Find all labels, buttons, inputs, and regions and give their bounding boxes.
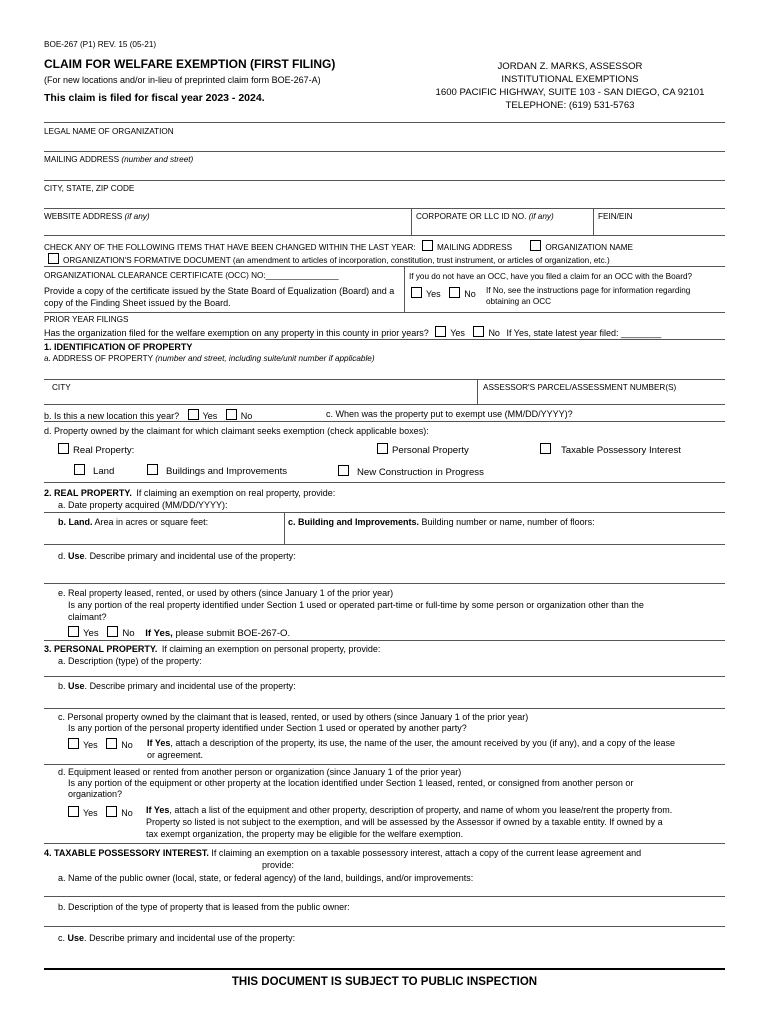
- formative-doc-label: ORGANIZATION'S FORMATIVE DOCUMENT (an amendment to articles of incorporation, constitution, trust instrument, or articles of organization, etc.): [63, 256, 610, 265]
- mailing-address-hint: (number and street): [121, 155, 194, 164]
- possessory-use-bold: Use: [67, 933, 85, 943]
- equipment-leased-line2: Is any portion of the equipment or other property at the location identified under Section 1 leased, rented, or consigned from another person or: [68, 778, 634, 788]
- taxable-possessory-checkbox[interactable]: [540, 443, 551, 454]
- changed-orgname-label: ORGANIZATION NAME: [545, 243, 633, 252]
- changed-mailing-checkbox[interactable]: [422, 240, 433, 251]
- assessor-phone: TELEPHONE: (619) 531-5763: [505, 100, 635, 111]
- occ-no-note: If No, see the instructions page for information regarding obtaining an OCC: [486, 286, 691, 306]
- prior-yes-checkbox[interactable]: [435, 326, 446, 337]
- property-city-label: CITY: [52, 383, 71, 392]
- prior-yes-label: Yes: [450, 328, 465, 338]
- real-use-text: Describe primary and incidental use of the property:: [89, 551, 296, 561]
- assessor-dept: INSTITUTIONAL EXEMPTIONS: [501, 74, 639, 85]
- possessory-use-label: c. Use. Describe primary and incidental use of the property:: [58, 933, 296, 943]
- occ-yes-no: [411, 287, 476, 299]
- real-property-option: [58, 443, 134, 456]
- occ-question: If you do not have an OCC, have you filed a claim for an OCC with the Board?: [409, 272, 693, 281]
- changed-orgname-checkbox[interactable]: [530, 240, 541, 251]
- real-property-checkbox[interactable]: [58, 443, 69, 454]
- new-location-yes-label: Yes: [202, 411, 218, 421]
- possessory-use-prefix: c.: [58, 933, 66, 943]
- fein-label: FEIN/EIN: [598, 212, 633, 221]
- personal-leased-text2: or agreement.: [147, 750, 204, 760]
- new-location-no-label: No: [240, 411, 253, 421]
- mailing-address-field[interactable]: [44, 165, 725, 179]
- real-leased-no-label: No: [122, 628, 135, 639]
- assessor-name: JORDAN Z. MARKS, ASSESSOR: [497, 61, 643, 72]
- real-leased-line2: Is any portion of the real property identified under Section 1 used or operated part-time or full-time by some person or organization other than the: [68, 600, 644, 610]
- prior-latest-year: If Yes, state latest year filed: ________: [506, 328, 662, 338]
- real-use-bold: Use: [68, 551, 85, 561]
- personal-property-label: Personal Property: [392, 445, 469, 456]
- footer-rule: [44, 968, 725, 970]
- city-state-zip-label: CITY, STATE, ZIP CODE: [44, 184, 135, 193]
- property-address-field[interactable]: [44, 364, 725, 378]
- personal-leased-yes-no: [68, 738, 133, 750]
- section1-heading: 1. IDENTIFICATION OF PROPERTY: [44, 342, 193, 352]
- personal-leased-yes-checkbox[interactable]: [68, 738, 79, 749]
- real-leased-if-yes: If Yes,: [145, 628, 173, 639]
- occ-note: Provide a copy of the certificate issued by the State Board of Equalization (Board) and a copy of the Finding Sheet issued by the Board.: [44, 286, 395, 308]
- personal-leased-no-label: No: [121, 740, 133, 750]
- mailing-address-text: MAILING ADDRESS: [44, 155, 120, 164]
- prior-year-question: Has the organization filed for the welfare exemption on any property in this county in prior years?: [44, 328, 429, 338]
- equipment-leased-line1: d. Equipment leased or rented from another person or organization (since January 1 of the prior year): [58, 767, 462, 777]
- equipment-leased-no-checkbox[interactable]: [106, 806, 117, 817]
- section3-title: 3. PERSONAL PROPERTY.: [44, 644, 158, 654]
- section2-heading: [44, 488, 335, 498]
- real-leased-line1: e. Real property leased, rented, or used by others (since January 1 of the prior year): [58, 588, 394, 598]
- equipment-leased-yes-checkbox[interactable]: [68, 806, 79, 817]
- date-acquired-label: a. Date property acquired (MM/DD/YYYY):: [58, 500, 228, 510]
- real-leased-block: [58, 587, 644, 623]
- real-leased-yes-checkbox[interactable]: [68, 626, 79, 637]
- section4-heading: [44, 847, 641, 871]
- apn-label: ASSESSOR'S PARCEL/ASSESSMENT NUMBER(S): [483, 383, 677, 392]
- new-location-yes-checkbox[interactable]: [188, 409, 199, 420]
- section2-instruction: If claiming an exemption on real property, provide:: [136, 488, 336, 498]
- taxable-possessory-option: [540, 443, 681, 456]
- land-option: [74, 464, 114, 477]
- personal-property-checkbox[interactable]: [377, 443, 388, 454]
- formative-doc-row: [48, 253, 610, 265]
- real-leased-line3: claimant?: [68, 612, 107, 622]
- equipment-leased-yes-no: [68, 806, 133, 818]
- land-area-text: Area in acres or square feet:: [94, 517, 209, 527]
- assessor-address: 1600 PACIFIC HIGHWAY, SUITE 103 - SAN DIEGO, CA 92101: [435, 87, 705, 98]
- equipment-leased-yes-label: Yes: [83, 808, 98, 818]
- real-use-prefix: d.: [58, 551, 66, 561]
- buildings-option: [147, 464, 287, 477]
- personal-leased-yes-label: Yes: [83, 740, 98, 750]
- building-improvements-label: [288, 517, 595, 527]
- real-use-label: d. Use. Describe primary and incidental use of the property:: [58, 551, 296, 561]
- changed-mailing-label: MAILING ADDRESS: [436, 243, 513, 252]
- land-area-label: [58, 517, 208, 527]
- buildings-checkbox[interactable]: [147, 464, 158, 475]
- occ-no-label: No: [464, 289, 476, 299]
- mailing-address-label: [44, 155, 193, 164]
- land-label: Land: [93, 466, 115, 477]
- corp-id-if-any: (if any): [528, 212, 554, 221]
- real-leased-instruction: please submit BOE-267-O.: [175, 628, 291, 639]
- website-if-any: (if any): [124, 212, 150, 221]
- property-address-hint: (number and street, including suite/unit number if applicable): [155, 354, 375, 363]
- prior-no-label: No: [488, 328, 500, 338]
- section2-title: 2. REAL PROPERTY.: [44, 488, 132, 498]
- equipment-leased-instruction: [146, 804, 672, 840]
- building-improvements-text: Building number or name, number of floors:: [421, 517, 595, 527]
- exempt-use-date-label: c. When was the property put to exempt use (MM/DD/YYYY)?: [326, 409, 573, 419]
- form-title: CLAIM FOR WELFARE EXEMPTION (FIRST FILING): [44, 57, 336, 71]
- formative-doc-checkbox[interactable]: [48, 253, 59, 264]
- legal-name-label: LEGAL NAME OF ORGANIZATION: [44, 127, 174, 136]
- form-number: BOE-267 (P1) REV. 15 (05-21): [44, 40, 157, 49]
- personal-leased-text1: , attach a description of the property, its use, the name of the user, the amount received by you (if any), and a copy of the lease: [170, 738, 675, 748]
- assessor-block: [420, 60, 720, 112]
- section3-instruction: If claiming an exemption on personal property, provide:: [161, 644, 381, 654]
- changed-items-row: [44, 240, 633, 252]
- occ-yes-label: Yes: [426, 289, 441, 299]
- prior-year-row: [44, 326, 661, 338]
- personal-description-label: a. Description (type) of the property:: [58, 656, 202, 666]
- new-location-row: [44, 409, 252, 421]
- occ-yes-checkbox[interactable]: [411, 287, 422, 298]
- personal-use-label: b. Use. Describe primary and incidental use of the property:: [58, 681, 296, 691]
- new-construction-checkbox[interactable]: [338, 465, 349, 476]
- real-leased-yes-label: Yes: [83, 628, 99, 639]
- property-address-text: a. ADDRESS OF PROPERTY: [44, 354, 153, 363]
- buildings-label: Buildings and Improvements: [166, 466, 288, 477]
- form-subtitle: (For new locations and/or in-lieu of preprinted claim form BOE-267-A): [44, 75, 321, 85]
- equipment-leased-block: [58, 767, 633, 800]
- website-label: [44, 212, 150, 221]
- equipment-leased-if-yes: If Yes: [146, 805, 170, 815]
- personal-property-option: [377, 443, 469, 456]
- possessory-use-text: Describe primary and incidental use of the property:: [89, 933, 296, 943]
- building-improvements-bold: c. Building and Improvements.: [288, 517, 420, 527]
- personal-leased-no-checkbox[interactable]: [106, 738, 117, 749]
- real-leased-yes-no: [68, 626, 290, 639]
- section4-instruction2: provide:: [262, 860, 295, 870]
- personal-use-text: Describe primary and incidental use of the property:: [89, 681, 296, 691]
- equipment-leased-line3: organization?: [68, 789, 123, 799]
- equipment-leased-text3: tax exempt organization, the property may be eligible for the welfare exemption.: [146, 829, 464, 839]
- personal-use-prefix: b.: [58, 681, 66, 691]
- changed-items-label: CHECK ANY OF THE FOLLOWING ITEMS THAT HAVE BEEN CHANGED WITHIN THE LAST YEAR:: [44, 243, 416, 252]
- personal-leased-line1: c. Personal property owned by the claimant that is leased, rented, or used by others (since January 1 of the prior year): [58, 712, 529, 722]
- personal-leased-if-yes: If Yes: [147, 738, 171, 748]
- new-location-no-checkbox[interactable]: [226, 409, 237, 420]
- real-use-field[interactable]: [44, 564, 725, 582]
- city-state-zip-field[interactable]: [44, 194, 725, 206]
- public-owner-label: a. Name of the public owner (local, state, or federal agency) of the land, buildings, and/or improvements:: [58, 873, 474, 883]
- new-construction-label: New Construction in Progress: [357, 467, 484, 478]
- personal-leased-line2: Is any portion of the personal property identified under Section 1 used or operated by another party?: [68, 723, 467, 733]
- property-address-label: [44, 354, 375, 363]
- new-construction-option: [338, 465, 484, 478]
- section4-title: 4. TAXABLE POSSESSORY INTEREST.: [44, 848, 209, 858]
- website-text: WEBSITE ADDRESS: [44, 212, 123, 221]
- corp-id-text: CORPORATE OR LLC ID NO.: [416, 212, 527, 221]
- personal-use-bold: Use: [68, 681, 85, 691]
- leased-type-label: b. Description of the type of property that is leased from the public owner:: [58, 902, 350, 912]
- real-leased-no-checkbox[interactable]: [107, 626, 118, 637]
- land-checkbox[interactable]: [74, 464, 85, 475]
- equipment-leased-no-label: No: [121, 808, 133, 818]
- new-location-question: b. Is this a new location this year?: [44, 411, 180, 421]
- corp-id-label: [416, 212, 554, 221]
- prior-no-checkbox[interactable]: [473, 326, 484, 337]
- taxable-possessory-label: Taxable Possessory Interest: [561, 445, 681, 456]
- land-area-bold: b. Land.: [58, 517, 93, 527]
- property-owned-label: d. Property owned by the claimant for which claimant seeks exemption (check applicable boxes):: [44, 426, 429, 436]
- legal-name-field[interactable]: [44, 136, 725, 150]
- real-property-label: Real Property:: [73, 445, 135, 456]
- equipment-leased-text1: , attach a list of the equipment and other property, description of property, and name of whom you lease/rent the property from.: [169, 805, 673, 815]
- prior-year-label: PRIOR YEAR FILINGS: [44, 315, 129, 324]
- public-inspection-notice: THIS DOCUMENT IS SUBJECT TO PUBLIC INSPECTION: [231, 976, 538, 988]
- fiscal-year: This claim is filed for fiscal year 2023 - 2024.: [44, 92, 265, 104]
- section4-instruction: If claiming an exemption on a taxable possessory interest, attach a copy of the current lease agreement and: [211, 848, 642, 858]
- equipment-leased-text2: Property so listed is not subject to the exemption, and will be assessed by the Assessor if owned by a taxable entity. If owned by a: [146, 817, 663, 827]
- occ-number-label: ORGANIZATIONAL CLEARANCE CERTIFICATE (OCC) NO:________________: [44, 271, 339, 280]
- occ-no-checkbox[interactable]: [449, 287, 460, 298]
- section3-heading: [44, 644, 380, 654]
- personal-leased-block: [58, 712, 528, 734]
- personal-leased-instruction: [147, 737, 675, 761]
